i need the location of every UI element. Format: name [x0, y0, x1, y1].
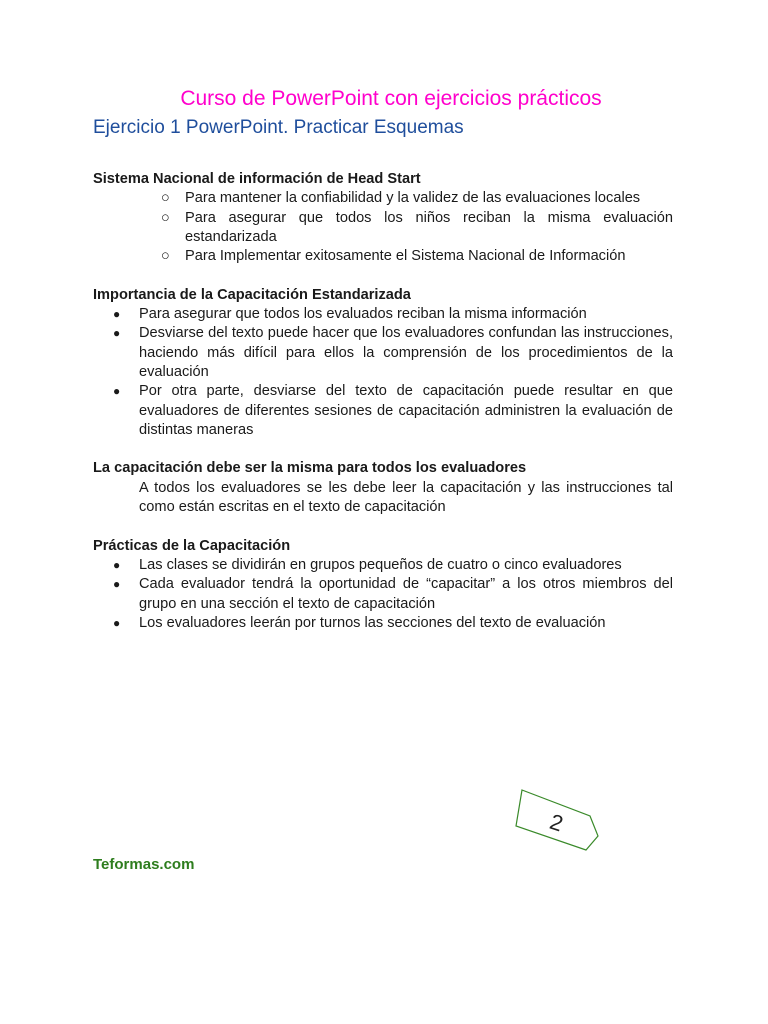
list-item-text: Para asegurar que todos los evaluados reciban la misma información — [139, 306, 587, 323]
section-practicas — [93, 537, 673, 633]
list-item-text: Los evaluadores leerán por turnos las secciones del texto de evaluación — [139, 614, 606, 631]
list-item — [93, 247, 673, 266]
bullet-icon: ● — [113, 577, 121, 592]
section-heading: La capacitación debe ser la misma para todos los evaluadores — [93, 460, 527, 477]
list-item-text: Para mantener la confiabilidad y la validez de las evaluaciones locales — [185, 190, 641, 207]
page-title: Curso de PowerPoint con ejercicios prácticos — [180, 87, 602, 110]
list-item — [93, 324, 673, 382]
list-item — [93, 209, 673, 248]
list-item-text: Para Implementar exitosamente el Sistema Nacional de Información — [185, 248, 626, 265]
section-head-start — [93, 170, 673, 266]
circle-bullet-icon: ○ — [161, 248, 170, 265]
list-item — [93, 189, 673, 208]
bullet-icon: ● — [113, 307, 121, 322]
list-item-text: Desviarse del texto puede hacer que los evaluadores confundan las instrucciones, haciendo más difícil para ellos la comprensión de los procedimientos de la evaluación — [139, 325, 673, 380]
list-item — [93, 556, 673, 575]
section-heading: Importancia de la Capacitación Estandarizada — [93, 286, 411, 303]
list-item-text: Las clases se dividirán en grupos pequeños de cuatro o cinco evaluadores — [139, 556, 622, 573]
bullet-list — [93, 305, 673, 440]
section-heading: Sistema Nacional de información de Head Start — [93, 171, 421, 187]
document-body — [93, 170, 673, 652]
circle-bullet-icon: ○ — [161, 209, 170, 226]
page-number: 2 — [546, 808, 567, 837]
bullet-list — [93, 556, 673, 633]
section-capacitacion-misma — [93, 459, 673, 517]
footer-brand: Teformas.com — [93, 856, 195, 873]
bullet-icon: ● — [113, 557, 121, 572]
bullet-icon: ● — [113, 326, 121, 341]
bullet-icon: ● — [113, 384, 121, 399]
list-item — [93, 382, 673, 440]
list-item-text: Para asegurar que todos los niños reciban la misma evaluación estandarizada — [185, 209, 673, 245]
list-item — [93, 305, 673, 324]
circle-list — [93, 189, 673, 266]
page-subtitle: Ejercicio 1 PowerPoint. Practicar Esquemas — [93, 117, 464, 138]
list-item-text: Cada evaluador tendrá la oportunidad de “capacitar” a los otros miembros del grupo en una sección el texto de capacitación — [139, 576, 673, 612]
list-item-text: Por otra parte, desviarse del texto de capacitación puede resultar en que evaluadores de diferentes sesiones de capacitación administren la evaluación de distintas maneras — [139, 383, 673, 438]
section-paragraph: A todos los evaluadores se les debe leer la capacitación y las instrucciones tal como están escritas en el texto de capacitación — [139, 479, 673, 516]
section-heading: Prácticas de la Capacitación — [93, 537, 291, 554]
list-item — [93, 575, 673, 614]
list-item — [93, 614, 673, 633]
section-importancia — [93, 286, 673, 440]
page-number-badge — [512, 786, 602, 854]
circle-bullet-icon: ○ — [161, 190, 170, 207]
bullet-icon: ● — [113, 615, 121, 630]
